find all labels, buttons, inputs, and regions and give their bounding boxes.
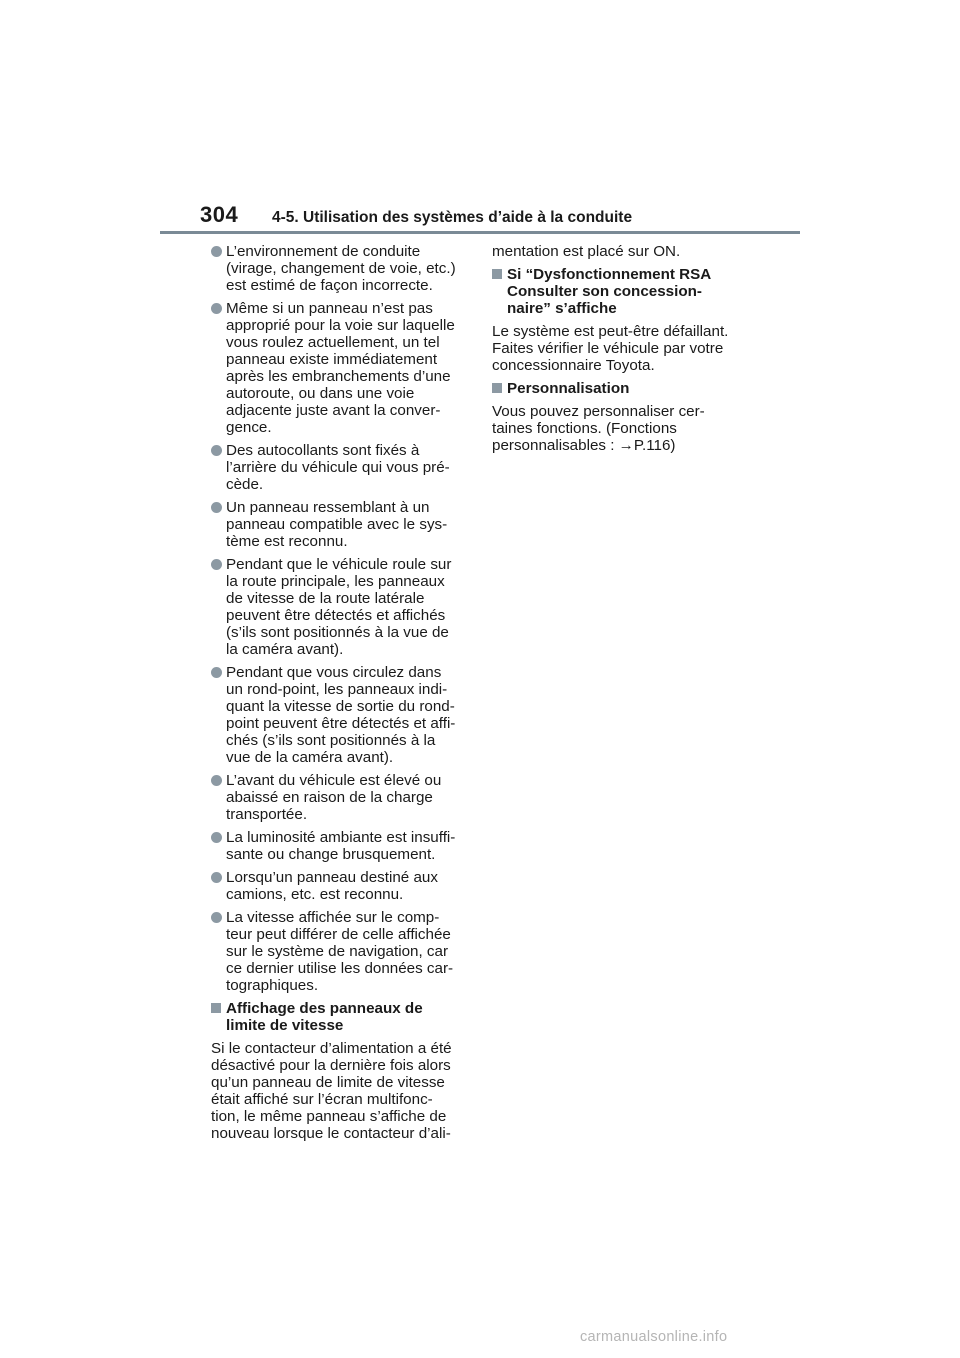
bullet-item xyxy=(211,772,473,823)
bullet-text-line: autoroute, ou dans une voie xyxy=(226,385,415,402)
bullet-text-line: abaissé en raison de la charge xyxy=(226,789,433,806)
bullet-dot-icon xyxy=(211,559,222,570)
bullet-item xyxy=(211,300,473,436)
heading-line: naire” s’affiche xyxy=(507,300,617,317)
text-line: désactivé pour la dernière fois alors xyxy=(211,1057,451,1074)
bullet-text-line: L’avant du véhicule est élevé ou xyxy=(226,772,442,789)
bullet-text-line: quant la vitesse de sortie du rond- xyxy=(226,698,455,715)
heading-line: Consulter son concession- xyxy=(507,283,702,300)
paragraph-personalisation xyxy=(492,403,754,454)
bullet-text-line: sante ou change brusquement. xyxy=(226,846,436,863)
text-line: était affiché sur l’écran multifonc- xyxy=(211,1091,433,1108)
text-line: taines fonctions. (Fonctions xyxy=(492,420,677,437)
section-heading-personalisation xyxy=(492,380,754,397)
bullet-text-line: Même si un panneau n’est pas xyxy=(226,300,433,317)
section-heading-rsa-malfunction xyxy=(492,266,754,317)
bullet-text-line: gence. xyxy=(226,419,272,436)
bullet-text-line: la route principale, les panneaux xyxy=(226,573,445,590)
bullet-text-line: un rond-point, les panneaux indi- xyxy=(226,681,448,698)
bullet-text-line: La vitesse affichée sur le comp- xyxy=(226,909,440,926)
bullet-text-line: tème est reconnu. xyxy=(226,533,348,550)
square-bullet-icon xyxy=(492,269,502,279)
bullet-text-line: tographiques. xyxy=(226,977,319,994)
bullet-text-line: Des autocollants sont fixés à xyxy=(226,442,420,459)
bullet-text-line: panneau existe immédiatement xyxy=(226,351,438,368)
paragraph-speed-sign-display xyxy=(211,1040,473,1142)
bullet-item xyxy=(211,829,473,863)
text-line: mentation est placé sur ON. xyxy=(492,243,681,260)
bullet-text-line: ce dernier utilise les données car- xyxy=(226,960,454,977)
bullet-dot-icon xyxy=(211,502,222,513)
bullet-text-line: (virage, changement de voie, etc.) xyxy=(226,260,456,277)
bullet-text-line: Pendant que vous circulez dans xyxy=(226,664,442,681)
text-line: tion, le même panneau s’affiche de xyxy=(211,1108,447,1125)
text-line: qu’un panneau de limite de vitesse xyxy=(211,1074,445,1091)
square-bullet-icon xyxy=(211,1003,221,1013)
bullet-text-line: (s’ils sont positionnés à la vue de xyxy=(226,624,449,641)
heading-line: Si “Dysfonctionnement RSA xyxy=(507,266,712,283)
square-bullet-icon xyxy=(492,383,502,393)
bullet-item xyxy=(211,499,473,550)
page-reference-link[interactable]: personnalisables : →P.116) xyxy=(492,437,676,454)
bullet-item xyxy=(211,243,473,294)
bullet-text-line: la caméra avant). xyxy=(226,641,344,658)
right-column xyxy=(492,243,754,460)
bullet-dot-icon xyxy=(211,912,222,923)
bullet-dot-icon xyxy=(211,872,222,883)
bullet-text-line: panneau compatible avec le sys- xyxy=(226,516,448,533)
bullet-text-line: approprié pour la voie sur laquelle xyxy=(226,317,455,334)
bullet-text-line: teur peut différer de celle affichée xyxy=(226,926,451,943)
bullet-item xyxy=(211,869,473,903)
watermark: carmanualsonline.info xyxy=(580,1329,728,1345)
bullet-text-line: sur le système de navigation, car xyxy=(226,943,449,960)
bullet-dot-icon xyxy=(211,667,222,678)
left-column xyxy=(211,243,473,1148)
text-line: Le système est peut-être défaillant. xyxy=(492,323,729,340)
bullet-text-line: vue de la caméra avant). xyxy=(226,749,394,766)
text-line: Vous pouvez personnaliser cer- xyxy=(492,403,705,420)
bullet-text-line: de vitesse de la route latérale xyxy=(226,590,425,607)
header-divider xyxy=(160,231,800,234)
bullet-text-line: l’arrière du véhicule qui vous pré- xyxy=(226,459,450,476)
bullet-text-line: chés (s’ils sont positionnés à la xyxy=(226,732,436,749)
bullet-text-line: cède. xyxy=(226,476,264,493)
bullet-dot-icon xyxy=(211,445,222,456)
bullet-text-line: L’environnement de conduite xyxy=(226,243,421,260)
section-heading-speed-sign-display xyxy=(211,1000,473,1034)
paragraph-continuation xyxy=(492,243,754,260)
bullet-text-line: peuvent être détectés et affichés xyxy=(226,607,446,624)
bullet-text-line: Lorsqu’un panneau destiné aux xyxy=(226,869,438,886)
bullet-text-line: transportée. xyxy=(226,806,308,823)
bullet-text-line: Un panneau ressemblant à un xyxy=(226,499,430,516)
text-line: concessionnaire Toyota. xyxy=(492,357,655,374)
bullet-text-line: point peuvent être détectés et affi- xyxy=(226,715,456,732)
heading-line: Personnalisation xyxy=(507,380,630,397)
bullet-item xyxy=(211,442,473,493)
bullet-text-line: camions, etc. est reconnu. xyxy=(226,886,404,903)
heading-line: Affichage des panneaux de xyxy=(226,1000,423,1017)
bullet-dot-icon xyxy=(211,246,222,257)
bullet-text-line: est estimé de façon incorrecte. xyxy=(226,277,433,294)
bullet-dot-icon xyxy=(211,832,222,843)
bullet-item xyxy=(211,664,473,766)
bullet-dot-icon xyxy=(211,775,222,786)
heading-line: limite de vitesse xyxy=(226,1017,344,1034)
bullet-text-line: après les embranchements d’une xyxy=(226,368,451,385)
bullet-text-line: Pendant que le véhicule roule sur xyxy=(226,556,452,573)
bullet-list xyxy=(211,243,473,994)
bullet-item xyxy=(211,909,473,994)
page-number: 304 xyxy=(200,202,239,227)
bullet-text-line: vous roulez actuellement, un tel xyxy=(226,334,440,351)
section-title: 4-5. Utilisation des systèmes d’aide à la conduite xyxy=(272,209,633,226)
bullet-text-line: adjacente juste avant la conver- xyxy=(226,402,441,419)
bullet-text-line: La luminosité ambiante est insuffi- xyxy=(226,829,456,846)
text-line: nouveau lorsque le contacteur d’ali- xyxy=(211,1125,451,1142)
paragraph-rsa-malfunction xyxy=(492,323,754,374)
bullet-dot-icon xyxy=(211,303,222,314)
bullet-item xyxy=(211,556,473,658)
text-line: Si le contacteur d’alimentation a été xyxy=(211,1040,452,1057)
text-line: Faites vérifier le véhicule par votre xyxy=(492,340,724,357)
